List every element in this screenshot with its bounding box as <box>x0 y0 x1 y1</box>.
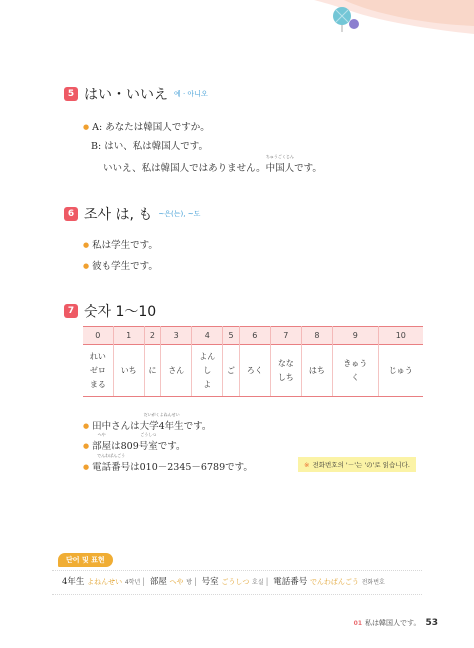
section-5-number: 5 <box>64 87 78 101</box>
bullet-icon: ● <box>83 262 90 270</box>
note-mark: ※ <box>304 461 310 469</box>
dialogue-line-b: B: はい、私は韓国人です。 <box>91 141 208 152</box>
ruby-word: でんわばんごう 電話番号 <box>92 453 131 473</box>
bullet-icon: ● <box>83 442 90 450</box>
vocab-word: 部屋 <box>149 577 167 587</box>
section-7-header <box>64 301 156 321</box>
note-text: 전화번호의 '－'는 'の'로 읽습니다. <box>312 461 410 469</box>
numbers-header-row <box>83 327 423 345</box>
dialogue-line-b2: いいえ、私は韓国人ではありません。 ちゅうごくじん 中国人です。 <box>103 154 322 174</box>
ruby-word: ごうしつ 号室 <box>138 432 158 452</box>
example-line: ● でんわばんごう 電話番号は010－2345－6789です。 <box>83 453 253 473</box>
table-header-cell: 7 <box>270 327 301 345</box>
table-header-cell: 3 <box>161 327 192 345</box>
reading-cell: なな しち <box>270 345 301 397</box>
vocab-word: 号室 <box>201 577 219 587</box>
reading-cell: よん し よ <box>192 345 223 397</box>
example-line: ● 田中さんは だいがくよねんせい 大学4年生です。 <box>83 412 212 432</box>
table-header-cell: 10 <box>378 327 423 345</box>
table-header-cell: 5 <box>223 327 239 345</box>
reading-cell: ろく <box>239 345 270 397</box>
table-header-cell: 1 <box>113 327 144 345</box>
example-line: ● へや 部屋は809 ごうしつ 号室です。 <box>83 432 186 452</box>
vocab-tag: 단어 및 표현 <box>58 553 113 567</box>
dialogue-line-a: ● A: あなたは韓国人ですか。 <box>83 122 210 133</box>
page-footer <box>354 610 438 629</box>
reading-cell: れい ゼロ まる <box>83 345 113 397</box>
section-7-number: 7 <box>64 304 78 318</box>
table-header-cell: 6 <box>239 327 270 345</box>
numbers-table <box>83 326 423 397</box>
bullet-icon: ● <box>83 123 90 131</box>
ruby-word: ちゅうごくじん 中国人 <box>265 154 295 174</box>
ruby-word: へや 部屋 <box>92 432 112 452</box>
section-6-header <box>64 204 200 224</box>
reading-cell: じゅう <box>378 345 423 397</box>
reading-cell: さん <box>161 345 192 397</box>
section-5-title: はい・いいえ <box>84 87 168 103</box>
divider <box>52 594 422 595</box>
balloon-decoration <box>314 0 474 34</box>
reading-cell: きゅう く <box>332 345 378 397</box>
chapter-title: 私は韓国人です。 <box>365 619 421 627</box>
example-line: ● 私は学生です。 <box>83 240 158 251</box>
page-number: 53 <box>425 618 438 628</box>
ruby-word: だいがくよねんせい 大学4年生 <box>139 412 184 432</box>
divider <box>52 570 422 571</box>
example-line: ● 彼も学生です。 <box>83 261 158 272</box>
vocab-list: 4年生 よねんせい 4학년 | 部屋 へや 방 | 号室 ごうしつ 호실 | 電話番号 でんわばんごう 전화번호 <box>62 577 385 587</box>
table-header-cell: 9 <box>332 327 378 345</box>
reading-cell: に <box>144 345 160 397</box>
table-header-cell: 0 <box>83 327 113 345</box>
section-6-title: 조사 は, も <box>84 207 153 223</box>
reading-cell: ご <box>223 345 239 397</box>
section-5-subtitle: 예 · 아니오 <box>174 90 208 98</box>
table-header-cell: 4 <box>192 327 223 345</box>
chapter-number: 01 <box>353 620 363 627</box>
section-6-subtitle: ~은(는), ~도 <box>158 210 201 218</box>
section-7-title: 숫자 1～10 <box>84 304 157 320</box>
reading-note <box>298 457 416 472</box>
section-6-number: 6 <box>64 207 78 221</box>
reading-cell: はち <box>301 345 332 397</box>
bullet-icon: ● <box>83 463 90 471</box>
vocab-word: 4年生 <box>62 577 85 587</box>
reading-cell: いち <box>113 345 144 397</box>
bullet-icon: ● <box>83 422 90 430</box>
vocab-word: 電話番号 <box>273 577 308 587</box>
numbers-reading-row <box>83 345 423 397</box>
bullet-icon: ● <box>83 241 90 249</box>
section-5-header <box>64 84 208 104</box>
table-header-cell: 8 <box>301 327 332 345</box>
table-header-cell: 2 <box>144 327 160 345</box>
